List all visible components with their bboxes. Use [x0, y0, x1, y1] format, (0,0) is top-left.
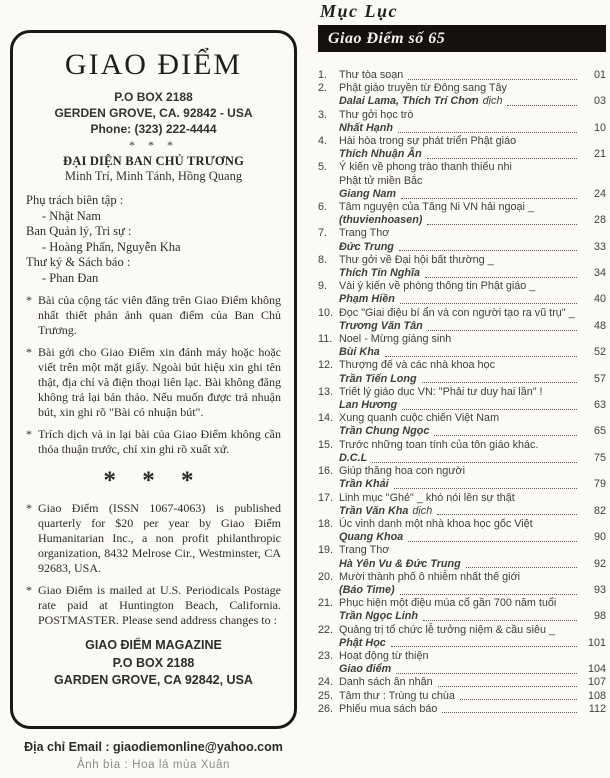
dotted-leader — [427, 158, 577, 159]
toc-list — [318, 69, 606, 716]
toc-row — [318, 122, 606, 135]
toc-entry-number: 26. — [318, 702, 334, 715]
toc-page-number: 107 — [587, 676, 606, 689]
toc-entry-number: 14. — [318, 412, 334, 425]
table-of-contents — [318, 0, 606, 716]
toc-row — [318, 425, 606, 438]
note-item — [26, 293, 281, 338]
dotted-leader — [408, 79, 577, 80]
toc-page-number: 65 — [593, 425, 606, 438]
toc-row — [318, 214, 606, 227]
toc-row — [318, 676, 606, 689]
toc-entry-author: D.C.L — [339, 451, 368, 464]
toc-entry-author: (Báo Time) — [339, 583, 395, 596]
dotted-leader — [402, 409, 577, 410]
toc-entry-number: 16. — [318, 465, 334, 478]
toc-row — [318, 690, 606, 703]
toc-entry-author: Trương Văn Tân — [339, 319, 423, 332]
toc-row — [318, 571, 606, 584]
toc-entry-number: 20. — [318, 570, 334, 583]
toc-entry-number: 6. — [318, 201, 328, 214]
toc-entry-number: 11. — [318, 333, 333, 346]
toc-row — [318, 109, 606, 122]
dotted-leader — [400, 594, 577, 595]
toc-entry-title: Phật tử miền Bắc — [339, 174, 423, 187]
toc-entry-title: Trang Thơ — [339, 544, 390, 557]
toc-page-number: 92 — [593, 557, 606, 570]
toc-row — [318, 135, 606, 148]
toc-entry-number: 23. — [318, 649, 334, 662]
toc-page-number: 57 — [593, 372, 606, 385]
toc-page-number: 52 — [593, 346, 606, 359]
toc-entry — [318, 359, 606, 385]
toc-entry-author: Lan Hương — [339, 399, 398, 412]
toc-entry-number: 19. — [318, 544, 334, 557]
toc-entry-title: Quảng trị tổ chức lễ tưởng niệm & cầu siêu _ — [339, 623, 555, 636]
toc-row — [318, 597, 606, 610]
toc-row — [318, 333, 606, 346]
toc-entry-title: Giúp thăng hoa con người — [339, 465, 465, 478]
toc-entry-number: 3. — [318, 108, 328, 121]
toc-entry — [318, 544, 606, 570]
toc-row — [318, 584, 606, 597]
toc-row — [318, 82, 606, 95]
board-title: ĐẠI DIỆN BAN CHỦ TRƯƠNG — [62, 154, 244, 168]
toc-page-number: 24 — [593, 187, 606, 200]
toc-entry-number: 22. — [318, 623, 334, 636]
note-text: Giao Điểm is mailed at U.S. Periodicals Postage rate paid at Huntington Beach, California. POSTMASTER. Please send address changes to : — [38, 583, 281, 627]
dotted-leader — [437, 514, 577, 515]
toc-entry-title: Phục hiện một điệu múa cổ gần 700 năm tuổi — [339, 597, 557, 610]
toc-page-number: 98 — [593, 610, 606, 623]
dotted-leader — [385, 356, 577, 357]
toc-row — [318, 610, 606, 623]
toc-entry-number: 21. — [318, 597, 334, 610]
toc-entry — [318, 254, 606, 280]
note-item — [26, 583, 281, 628]
toc-page-number: 01 — [593, 69, 606, 81]
toc-row — [318, 492, 606, 505]
toc-page-number: 108 — [587, 689, 606, 702]
toc-page-number: 63 — [593, 399, 606, 412]
toc-page-number: 34 — [593, 267, 606, 280]
toc-entry — [318, 690, 606, 703]
toc-entry-author: Trần Chung Ngọc — [339, 425, 430, 438]
note-text: Bài gởi cho Giao Điểm xin đánh máy hoặc hoặc viết trên một mặt giấy. Ngoài bút hiệu xin ghi tên thật, địa chỉ và điện thoại liên lạc. Bài không đăng không trả lại bản thảo. Nếu muốn được trả nhuận bút, xin ghi rõ "Bài có nhuận bút". — [38, 345, 281, 419]
toc-entry-title: Phiếu mua sách báo — [339, 702, 438, 715]
toc-title: Mục Lục — [320, 1, 398, 21]
publisher-info-box — [10, 30, 297, 729]
toc-row — [318, 161, 606, 174]
issue-banner — [318, 25, 606, 52]
toc-entry-title: Đọc "Giai điệu bí ẩn và con người tạo ra vũ trụ" _ — [339, 306, 575, 319]
toc-row — [318, 478, 606, 491]
staff-names: - Phan Đan — [42, 270, 99, 285]
toc-entry-author: Nhất Hạnh — [339, 121, 393, 134]
toc-entry-author: Phật Học — [339, 636, 386, 649]
dotted-leader — [428, 330, 577, 331]
toc-author-suffix: dịch — [412, 504, 433, 517]
toc-entry-author: Trần Văn Kha — [339, 504, 409, 517]
toc-row — [318, 558, 606, 571]
toc-row — [318, 373, 606, 386]
toc-entry-author: Đức Trung — [339, 240, 394, 253]
toc-entry — [318, 465, 606, 491]
toc-entry-author: Giao điểm — [339, 663, 392, 676]
toc-row — [318, 518, 606, 531]
toc-page-number: 21 — [593, 148, 606, 161]
toc-entry-title: Ý kiến về phong trào thanh thiếu nhi — [339, 161, 512, 174]
toc-entry-number: 4. — [318, 135, 328, 148]
toc-row — [318, 320, 606, 333]
toc-entry — [318, 571, 606, 597]
asterisk-marker: * — [26, 293, 32, 307]
toc-entry-title: Mười thành phố ô nhiễm nhất thế giới — [339, 570, 521, 583]
toc-entry-author: Thích Tín Nghĩa — [339, 267, 420, 280]
toc-entry-number: 25. — [318, 689, 334, 702]
toc-entry-title: Thư gởi về Đại hội bất thường _ — [339, 253, 494, 266]
postmaster-line: GIAO ĐIỂM MAGAZINE — [85, 638, 222, 652]
staff-names: - Nhật Nam — [42, 208, 102, 223]
toc-row — [318, 95, 606, 108]
toc-row — [318, 175, 606, 188]
staff-role: Ban Quản lý, Tri sự : — [26, 224, 132, 238]
toc-entry-author: Phạm Hiền — [339, 293, 395, 306]
note-item — [26, 501, 281, 576]
toc-row — [318, 544, 606, 557]
toc-entry — [318, 280, 606, 306]
toc-entry — [318, 676, 606, 689]
toc-page-number: 101 — [587, 636, 606, 649]
staff-names: - Hoàng Phấn, Nguyễn Kha — [42, 239, 181, 254]
toc-entry-title: Trang Thơ — [339, 227, 390, 240]
po-box-line: P.O BOX 2188 — [114, 90, 193, 104]
toc-page-number: 03 — [593, 95, 606, 108]
toc-entry-number: 7. — [318, 227, 328, 240]
toc-entry-number: 1. — [318, 69, 328, 81]
toc-row — [318, 703, 606, 716]
toc-entry — [318, 161, 606, 201]
toc-page-number: 82 — [593, 504, 606, 517]
toc-row — [318, 267, 606, 280]
toc-row — [318, 465, 606, 478]
toc-row — [318, 307, 606, 320]
toc-entry-author: Hà Yên Vu & Đức Trung — [339, 557, 461, 570]
toc-entry-title: Tâm thư : Trùng tu chùa — [339, 689, 455, 702]
toc-page-number: 28 — [593, 214, 606, 227]
toc-entry-author: Trần Ngọc Linh — [339, 610, 418, 623]
toc-entry-number: 24. — [318, 676, 334, 689]
toc-entry-author: Trần Khải — [339, 478, 389, 491]
toc-entry-number: 12. — [318, 359, 334, 372]
toc-row — [318, 399, 606, 412]
postmaster-line: P.O BOX 2188 — [112, 655, 195, 670]
publisher-address — [26, 89, 281, 137]
toc-entry-number: 9. — [318, 280, 328, 293]
issue-banner-label: Giao Điểm số 65 — [328, 29, 446, 47]
dotted-leader — [438, 686, 577, 687]
toc-entry-title: Hoạt động từ thiện — [339, 649, 429, 662]
toc-entry-number: 13. — [318, 385, 334, 398]
dotted-leader — [460, 699, 577, 700]
toc-entry-title: Triết lý giáo dục VN: "Phải tư duy hai lần" ! — [339, 385, 543, 398]
toc-entry-number: 18. — [318, 517, 334, 530]
asterisk-marker: * — [26, 345, 32, 359]
toc-entry — [318, 518, 606, 544]
toc-row — [318, 637, 606, 650]
toc-entry-title: Noel - Mừng giáng sinh — [339, 333, 452, 346]
asterisk-marker: * — [26, 583, 32, 597]
toc-entry — [318, 703, 606, 716]
toc-row — [318, 624, 606, 637]
toc-entry-number: 15. — [318, 438, 334, 451]
toc-entry-title: Thượng đế và các nhà khoa học — [339, 359, 495, 372]
dotted-leader — [427, 224, 577, 225]
dotted-leader — [396, 673, 577, 674]
dotted-leader — [394, 488, 577, 489]
dotted-leader — [423, 620, 577, 621]
toc-entry-title: Vài ý kiến về phòng thông tin Phật giáo _ — [339, 280, 536, 293]
notes-english — [26, 501, 281, 628]
postmaster-address-block — [26, 637, 281, 690]
dotted-leader — [372, 462, 577, 463]
asterisk-marker: * — [26, 501, 32, 515]
toc-entry-title: Danh sách ân nhân — [339, 676, 433, 689]
toc-row — [318, 148, 606, 161]
toc-entry-title: Linh mục "Ghẻ" _ khó nói lên sự thật — [339, 491, 515, 504]
toc-row — [318, 227, 606, 240]
stars-separator-small: * * * — [129, 138, 178, 152]
toc-entry-title: Thư tòa soạn — [339, 69, 404, 81]
toc-entry-number: 5. — [318, 161, 328, 174]
toc-page-number: 79 — [593, 478, 606, 491]
toc-entry — [318, 624, 606, 650]
note-text: Trích dịch và in lại bài của Giao Điểm không cần thỏa thuận trước, chỉ xin ghi rõ xuất xứ. — [38, 427, 281, 456]
note-item — [26, 345, 281, 420]
dotted-leader — [466, 567, 577, 568]
cover-caption: Ảnh bìa : Hoa lá mùa Xuân — [76, 759, 231, 771]
toc-row — [318, 254, 606, 267]
toc-page-number: 90 — [593, 531, 606, 544]
dotted-leader — [399, 250, 577, 251]
stars-separator-large: * * * — [103, 467, 204, 494]
toc-entry-number: 10. — [318, 306, 334, 319]
dotted-leader — [422, 382, 577, 383]
toc-entry-author: Trần Tiến Long — [339, 372, 417, 385]
toc-page-number: 112 — [588, 702, 606, 715]
toc-entry — [318, 597, 606, 623]
note-text: Giao Điểm (ISSN 1067-4063) is published quarterly for $20 per year by Giao Điểm Humanitarian Inc., a non profit philanthropic organization, 8432 Melrose Cir., Westminster, CA 92683, USA. — [38, 501, 281, 575]
toc-entry-author: Quang Khoa — [339, 531, 404, 544]
toc-row — [318, 505, 606, 518]
toc-entry — [318, 439, 606, 465]
toc-row — [318, 412, 606, 425]
toc-entry-number: 2. — [318, 82, 328, 95]
toc-row — [318, 293, 606, 306]
toc-entry — [318, 412, 606, 438]
toc-entry — [318, 201, 606, 227]
phone-line: Phone: (323) 222-4444 — [90, 122, 217, 136]
toc-entry — [318, 69, 606, 82]
toc-row — [318, 531, 606, 544]
toc-row — [318, 69, 606, 82]
dotted-leader — [401, 198, 577, 199]
toc-row — [318, 439, 606, 452]
dotted-leader — [408, 541, 577, 542]
staff-role: Thư ký & Sách báo : — [26, 255, 131, 269]
dotted-leader — [400, 303, 577, 304]
dotted-leader — [442, 712, 577, 713]
toc-entry-title: Thư gởi học trò — [339, 108, 414, 121]
toc-page-number: 104 — [587, 663, 606, 676]
toc-row — [318, 188, 606, 201]
toc-entry-number: 8. — [318, 253, 328, 266]
toc-row — [318, 359, 606, 372]
toc-entry-title: Phật giáo truyền từ Đông sang Tây — [339, 82, 507, 95]
toc-entry-title: Úc vinh danh một nhà khoa học gốc Việt — [339, 517, 533, 530]
board-members: Minh Trí, Minh Tánh, Hồng Quang — [64, 169, 243, 183]
toc-row — [318, 386, 606, 399]
toc-row — [318, 241, 606, 254]
note-item — [26, 427, 281, 457]
toc-page-number: 75 — [593, 451, 606, 464]
postmaster-line: GARDEN GROVE, CA 92842, USA — [54, 673, 253, 687]
dotted-leader — [434, 435, 577, 436]
staff-list — [26, 193, 281, 286]
notes-vietnamese — [26, 293, 281, 457]
toc-entry — [318, 650, 606, 676]
toc-entry — [318, 82, 606, 108]
magazine-title: GIAO ĐIỂM — [64, 48, 243, 81]
toc-page-number: 10 — [593, 121, 606, 134]
toc-entry-title: Hài hòa trong sự phát triển Phật giáo — [339, 135, 517, 148]
toc-page-number: 40 — [593, 293, 606, 306]
toc-row — [318, 452, 606, 465]
toc-page-number: 48 — [593, 319, 606, 332]
staff-role: Phụ trách biên tập : — [26, 193, 124, 207]
toc-entry — [318, 307, 606, 333]
toc-entry — [318, 333, 606, 359]
toc-entry-author: (thuvienhoasen) — [339, 214, 423, 227]
toc-entry-author: Bùi Kha — [339, 346, 380, 359]
toc-entry-author: Giang Nam — [339, 187, 396, 200]
toc-row — [318, 280, 606, 293]
email-line: Địa chỉ Email : giaodiemonline@yahoo.com — [24, 740, 283, 754]
toc-page-number: 33 — [593, 240, 606, 253]
dotted-leader — [391, 646, 577, 647]
asterisk-marker: * — [26, 427, 32, 441]
toc-entry — [318, 109, 606, 135]
toc-entry — [318, 386, 606, 412]
dotted-leader — [398, 132, 577, 133]
toc-row — [318, 201, 606, 214]
toc-author-suffix: dịch — [482, 95, 503, 108]
dotted-leader — [507, 105, 577, 106]
toc-entry-title: Tâm nguyện của Tăng Ni VN hải ngoại _ — [339, 201, 534, 214]
toc-entry-title: Xung quanh cuộc chiến Việt Nam — [339, 412, 500, 425]
dotted-leader — [425, 277, 577, 278]
toc-entry-author: Thích Nhuận Ân — [339, 148, 422, 161]
toc-entry — [318, 492, 606, 518]
toc-row — [318, 663, 606, 676]
toc-entry — [318, 227, 606, 253]
toc-entry-title: Trước những toan tính của tôn giáo khác. — [339, 438, 539, 451]
note-text: Bài của cộng tác viên đăng trên Giao Điểm không nhất thiết phản ảnh quan điểm của Ban Chủ Trương. — [38, 293, 281, 337]
city-line: GERDEN GROVE, CA. 92842 - USA — [54, 106, 253, 120]
toc-row — [318, 346, 606, 359]
toc-page-number: 93 — [593, 583, 606, 596]
toc-entry — [318, 135, 606, 161]
toc-row — [318, 650, 606, 663]
toc-entry-author: Dalai Lama, Thích Trí Chơn — [339, 95, 479, 108]
toc-entry-number: 17. — [318, 491, 334, 504]
